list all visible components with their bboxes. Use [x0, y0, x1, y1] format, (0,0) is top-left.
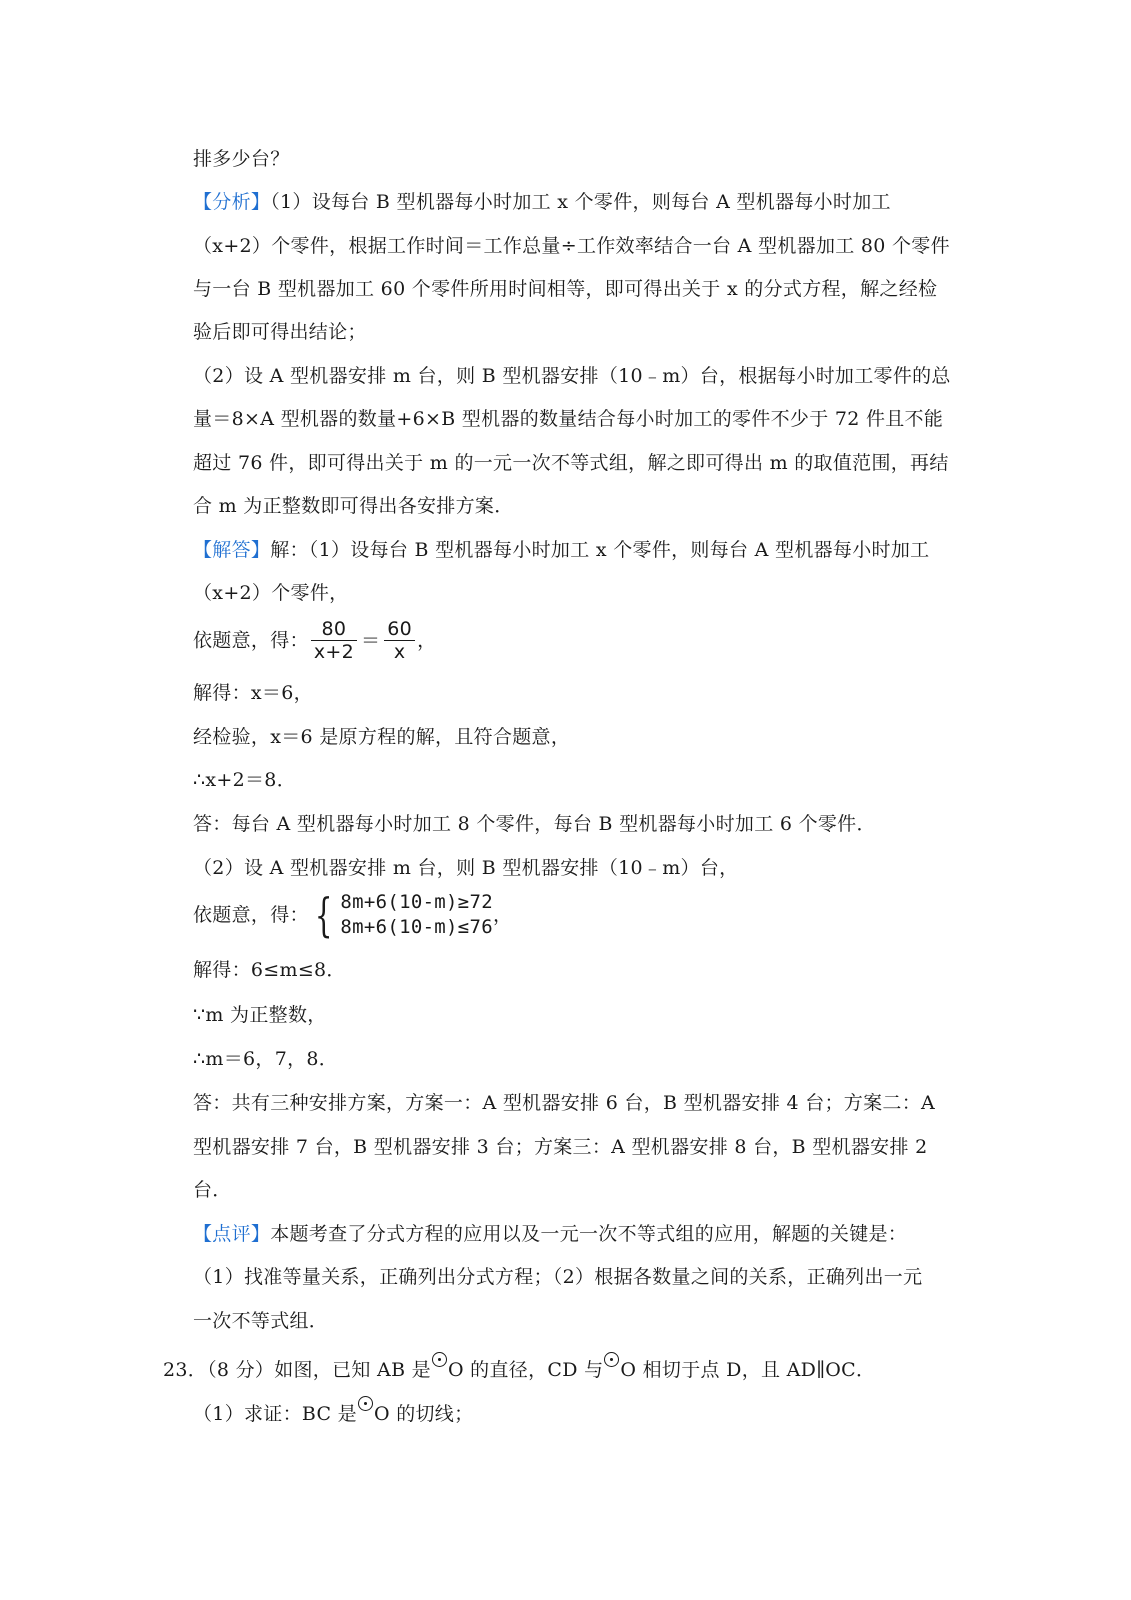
text-line: ∴m＝6，7，8． [193, 1048, 339, 1070]
solution-line-8 [193, 856, 738, 880]
text-line: 与一台 B 型机器加工 60 个零件所用时间相等，即可得出关于 x 的分式方程，解之经检 [193, 278, 938, 300]
text-line: （x+2）个零件， [193, 582, 349, 604]
text-line: O 相切于点 D，且 AD∥OC． [620, 1359, 876, 1381]
text-line: ∵m 为正整数， [193, 1004, 327, 1026]
comment-line-1 [193, 1222, 907, 1246]
solution-line-2 [193, 581, 348, 605]
inequality-system-line [193, 890, 512, 940]
fraction-80-over-x-plus-2 [311, 618, 357, 663]
text-line: 答：每台 A 型机器每小时加工 8 个零件，每台 B 型机器每小时加工 6 个零件． [193, 813, 876, 835]
circle-symbol-icon [604, 1352, 619, 1367]
text-line: 排多少台？ [193, 148, 290, 170]
analysis-line-2 [193, 234, 950, 258]
solution-line-12 [193, 1047, 338, 1071]
analysis-line-1 [193, 190, 891, 214]
text-line: 经检验，x＝6 是原方程的解，且符合题意， [193, 726, 571, 748]
fraction-equation-line [193, 618, 436, 663]
solution-line-5 [193, 725, 570, 749]
left-brace: { [314, 888, 333, 942]
text-line: ∴x+2＝8． [193, 769, 297, 791]
solution-line-13 [193, 1091, 935, 1115]
solution-line-1 [193, 538, 929, 562]
text-line: 本题考查了分式方程的应用以及一元一次不等式组的应用，解题的关键是： [270, 1223, 908, 1245]
solution-line-7 [193, 812, 876, 836]
text-line: 超过 76 件，即可得出关于 m 的一元一次不等式组，解之即可得出 m 的取值范围，再结 [193, 452, 949, 474]
text-line: ， [493, 904, 513, 926]
solution-line-11 [193, 1003, 327, 1027]
text-line: 型机器安排 7 台，B 型机器安排 3 台；方案三：A 型机器安排 8 台，B 型机器安排 2 [193, 1136, 928, 1158]
text-line: 23．（8 分）如图，已知 AB 是 [163, 1359, 431, 1381]
fraction-numerator: 60 [384, 618, 415, 641]
text-line: 解得：6≤m≤8． [193, 959, 346, 981]
comment-line-3 [193, 1309, 328, 1333]
comment-line-2 [193, 1265, 922, 1289]
comment-tag: 【点评】 [193, 1223, 271, 1245]
solution-line-10 [193, 958, 346, 982]
analysis-tag: 【分析】 [193, 191, 271, 213]
text-line: （1）设每台 B 型机器每小时加工 x 个零件，则每台 A 型机器每小时加工 [270, 191, 891, 213]
question-23-part-1 [193, 1396, 473, 1426]
question-23-line [163, 1352, 875, 1382]
text-line: O 的直径，CD 与 [447, 1359, 604, 1381]
fraction-denominator: x [393, 641, 406, 663]
text-line: O 的切线； [373, 1403, 474, 1425]
solution-tag: 【解答】 [193, 539, 271, 561]
text-line: 依题意，得： [193, 629, 309, 652]
question-tail [193, 147, 290, 171]
fraction-60-over-x [384, 618, 415, 663]
text-line: （1）找准等量关系，正确列出分式方程；（2）根据各数量之间的关系，正确列出一元 [193, 1266, 923, 1288]
analysis-line-5 [193, 364, 951, 388]
analysis-line-6 [193, 407, 943, 431]
text-line: （x+2）个零件，根据工作时间＝工作总量÷工作效率结合一台 A 型机器加工 80 个零件 [193, 235, 950, 257]
inequality-system [309, 890, 493, 940]
fraction-denominator: x+2 [313, 641, 354, 663]
text-line: 一次不等式组． [193, 1310, 329, 1332]
analysis-line-8 [193, 494, 514, 518]
fraction-numerator: 80 [311, 618, 357, 641]
text-line: 台． [193, 1179, 232, 1201]
analysis-line-4 [193, 320, 367, 344]
solution-line-4 [193, 681, 313, 705]
text-line: 答：共有三种安排方案，方案一：A 型机器安排 6 台，B 型机器安排 4 台；方案二：A [193, 1092, 936, 1114]
text-line: 解：（1）设每台 B 型机器每小时加工 x 个零件，则每台 A 型机器每小时加工 [270, 539, 930, 561]
text-line: ， [417, 629, 437, 652]
circle-symbol-icon [358, 1396, 373, 1411]
text-line: （2）设 A 型机器安排 m 台，则 B 型机器安排（10﹣m）台，根据每小时加工零件的总 [193, 365, 951, 387]
solution-line-14 [193, 1135, 928, 1159]
text-line: 依题意，得： [193, 904, 309, 926]
text-line: 量＝8×A 型机器的数量+6×B 型机器的数量结合每小时加工的零件不少于 72 件且不能 [193, 408, 944, 430]
analysis-line-3 [193, 277, 937, 301]
equals-sign: ＝ [360, 629, 381, 652]
text-line: 验后即可得出结论； [193, 321, 367, 343]
circle-symbol-icon [432, 1352, 447, 1367]
inequality-row-1: 8m+6(10-m)≥72 [340, 891, 493, 913]
solution-line-15 [193, 1178, 232, 1202]
text-line: 合 m 为正整数即可得出各安排方案． [193, 495, 514, 517]
text-line: （1）求证：BC 是 [193, 1403, 357, 1425]
text-line: （2）设 A 型机器安排 m 台，则 B 型机器安排（10﹣m）台， [193, 857, 739, 879]
inequality-row-2: 8m+6(10-m)≤76 [340, 916, 493, 938]
analysis-line-7 [193, 451, 949, 475]
text-line: 解得：x＝6， [193, 682, 313, 704]
solution-line-6 [193, 768, 296, 792]
